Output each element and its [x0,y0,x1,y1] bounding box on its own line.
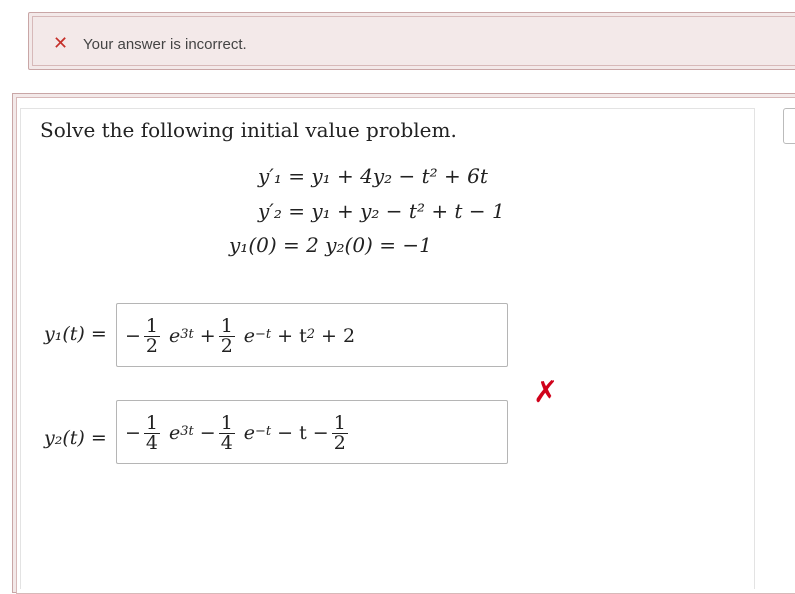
y2-exp-base-2: e [243,422,256,444]
y1-tail-2: + 2 [321,325,356,347]
question-prompt: Solve the following initial value problem. [40,118,457,142]
y2-frac-2: $\frac{1}{4}$ [220,411,233,454]
equation-1: y′₁ = y₁ + 4y₂ − t² + 6t [258,164,488,188]
y1-tail-exponent: 2 [306,326,316,342]
y1-exp-base-2: e [243,325,256,347]
y2-exponent-2: −t [255,423,272,439]
initial-conditions: y₁(0) = 2 y₂(0) = −1 [229,233,432,257]
y1-op-2: + [199,325,216,347]
y2-tail: − t − [277,422,329,444]
y2-exponent-1: 3t [180,423,194,439]
y2-frac-3: $\frac{1}{2}$ [333,411,346,454]
y2-answer-field[interactable] [116,400,508,464]
y1-frac-2: $\frac{1}{2}$ [220,314,233,357]
y2-exp-base-1: e [169,422,181,444]
y2-sign: − [125,422,141,444]
y1-sign: − [125,325,141,347]
side-tab[interactable] [783,108,795,144]
y1-answer-field[interactable] [116,303,508,367]
feedback-message: Your answer is incorrect. [83,36,247,53]
y2-frac-1: $\frac{1}{4}$ [145,411,159,454]
y2-label: y₂(t) = [44,427,107,449]
y1-exponent-2: −t [255,326,272,342]
y1-exponent-1: 3t [180,326,194,342]
y2-op-2: − [199,422,216,444]
close-x-icon: ✕ [53,33,69,54]
y1-label: y₁(t) = [44,323,107,345]
incorrect-feedback-banner [28,12,795,70]
equation-2: y′₂ = y₁ + y₂ − t² + t − 1 [258,199,505,223]
y1-tail: + t [277,325,307,347]
y1-frac-1: $\frac{1}{2}$ [145,314,159,357]
y1-exp-base-1: e [169,325,181,347]
incorrect-x-icon: ✗ [533,375,559,410]
